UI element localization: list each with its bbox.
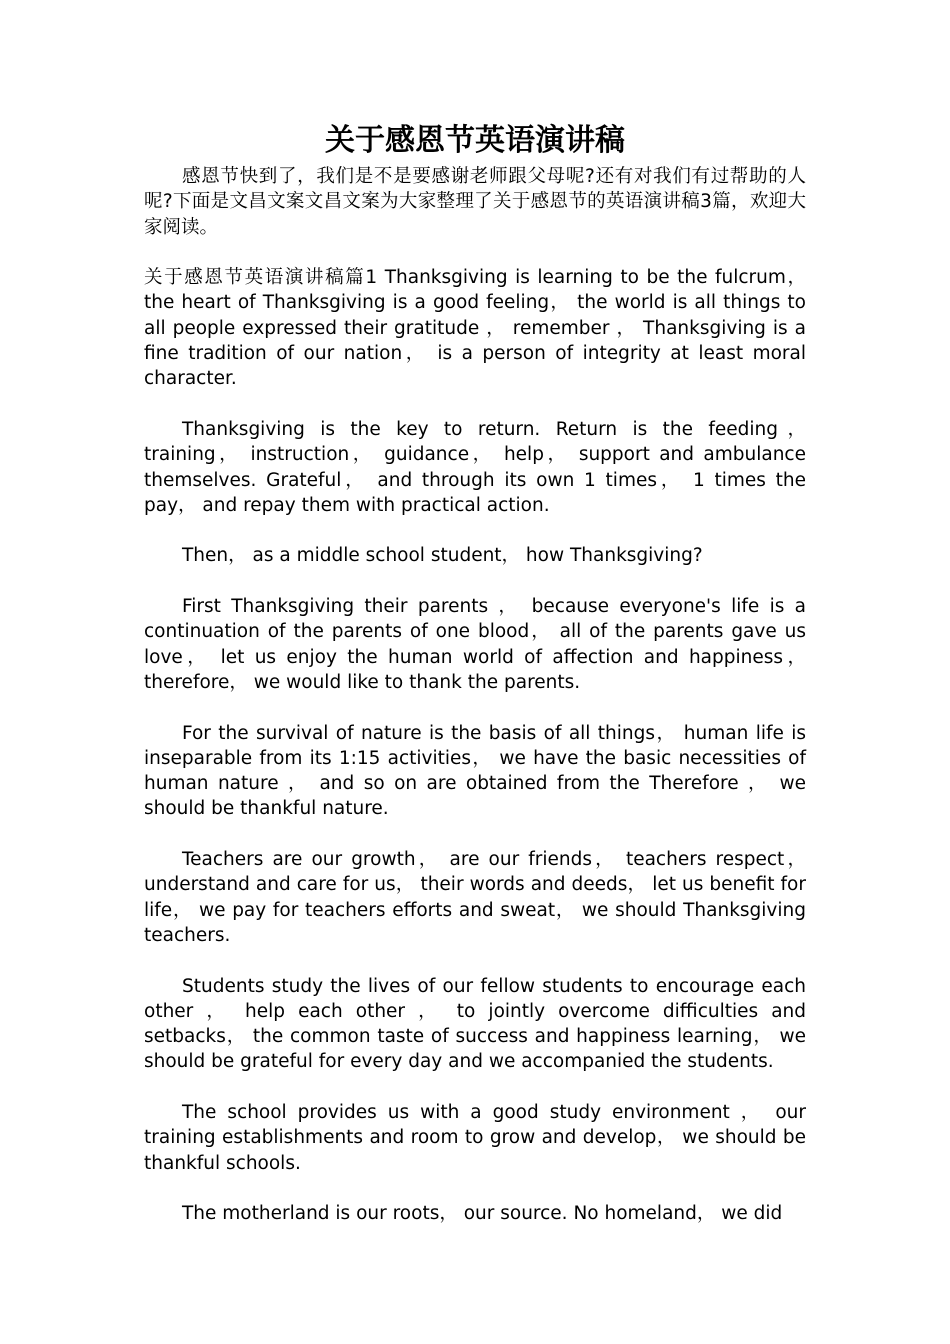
- body-paragraph-1: 关于感恩节英语演讲稿篇1 Thanksgiving is learning to be the fulcrum， the heart of Thanksgiving is a good feeling， the world is all things to all people expressed their gratitude ， remember ， Thanksgiving is a fine tradition of our nation， is a person of integrity at least moral character.: [144, 267, 806, 390]
- body-paragraph-2: Thanksgiving is the key to return. Return is the feeding， training， instruction， guidance， help， support and ambulance themselves. Grateful， and through its own 1 times， 1 times the pay， and repay them with practical action.: [144, 418, 806, 516]
- body-paragraph-5: For the survival of nature is the basis of all things， human life is inseparable from its 1:15 activities， we have the basic necessities of human nature ， and so on are obtained from the Therefore ， we should be thankful nature.: [144, 722, 806, 820]
- body-paragraph-4: First Thanksgiving their parents ， because everyone's life is a continuation of the parents of one blood， all of the parents gave us love， let us enjoy the human world of affection and happiness， therefore， we would like to thank the parents.: [144, 596, 806, 693]
- document-title: 关于感恩节英语演讲稿: [325, 123, 625, 158]
- intro-paragraph: 感恩节快到了，我们是不是要感谢老师跟父母呢?还有对我们有过帮助的人呢?下面是文昌文案文昌文案为大家整理了关于感恩节的英语演讲稿3篇，欢迎大家阅读。: [144, 166, 806, 238]
- body-paragraph-6: Teachers are our growth， are our friends， teachers respect， understand and care for us， their words and deeds， let us benefit for life， we pay for teachers efforts and sweat， we should Thanksgiving teachers.: [144, 849, 806, 946]
- document-page: [144, 118, 806, 1226]
- body-paragraph-3: Then， as a middle school student， how Thanksgiving?: [182, 545, 703, 567]
- body-paragraph-7: Students study the lives of our fellow students to encourage each other ， help each other ， to jointly overcome difficulties and setbacks， the common taste of success and happiness learning， we should be grateful for every day and we accompanied the students.: [144, 975, 806, 1073]
- body-paragraph-8: The school provides us with a good study environment ， our training establishments and room to grow and develop， we should be thankful schools.: [144, 1101, 806, 1174]
- body-paragraph-9: The motherland is our roots， our source. No homeland， we did: [182, 1203, 783, 1225]
